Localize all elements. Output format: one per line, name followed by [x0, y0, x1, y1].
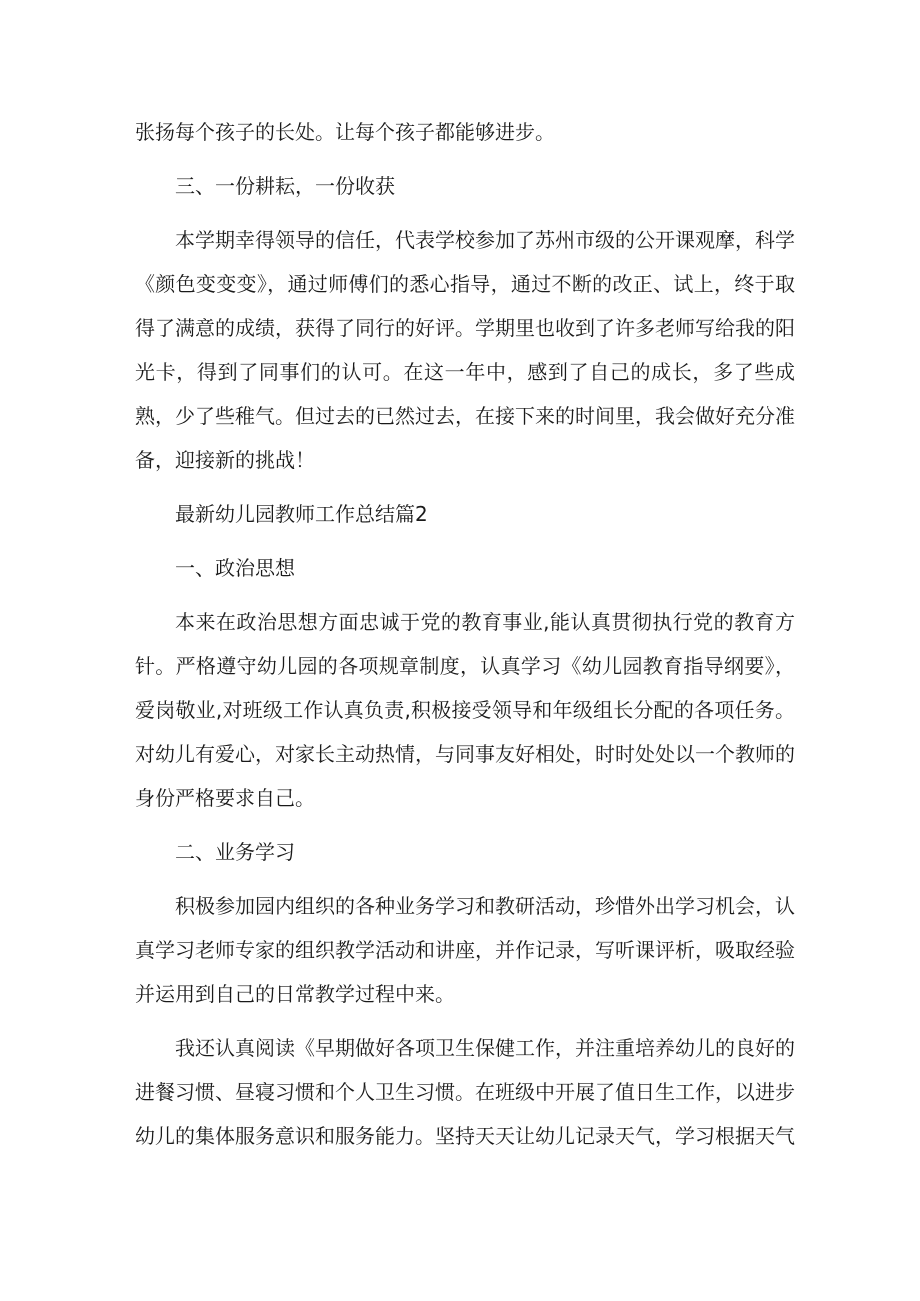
paragraph-study: 积极参加园内组织的各种业务学习和教研活动，珍惜外出学习机会，认真学习老师专家的组织教学活动和讲座，并作记录，写听课评析，吸取经验并运用到自己的日常教学过程中来。	[135, 894, 795, 1006]
paragraph-gap	[135, 154, 795, 164]
paragraph-gap	[135, 208, 795, 218]
paragraph-gap	[135, 1016, 795, 1026]
paragraph-gap	[135, 536, 795, 546]
article-title-part2: 最新幼儿园教师工作总结篇2	[175, 502, 428, 526]
paragraph-continuation: 张扬每个孩子的长处。让每个孩子都能够进步。	[135, 120, 555, 144]
section-heading-study: 二、业务学习	[175, 840, 295, 864]
section-heading-harvest: 三、一份耕耘，一份收获	[175, 174, 395, 198]
paragraph-gap	[135, 590, 795, 600]
paragraph-gap	[135, 482, 795, 492]
paragraph-health: 我还认真阅读《早期做好各项卫生保健工作，并注重培养幼儿的良好的进餐习惯、昼寝习惯和个人卫生习惯。在班级中开展了值日生工作，以进步幼儿的集体服务意识和服务能力。坚持天天让幼儿记录天气，学习根据天气	[135, 1036, 795, 1148]
document-body	[135, 110, 795, 1158]
paragraph-harvest: 本学期幸得领导的信任，代表学校参加了苏州市级的公开课观摩，科学《颜色变变变》，通过师傅们的悉心指导，通过不断的改正、试上，终于取得了满意的成绩，获得了同行的好评。学期里也收到了许多老师写给我的阳光卡，得到了同事们的认可。在这一年中，感到了自己的成长，多了些成熟，少了些稚气。但过去的已然过去，在接下来的时间里，我会做好充分准备，迎接新的挑战！	[135, 228, 795, 472]
paragraph-politics: 本来在政治思想方面忠诚于党的教育事业,能认真贯彻执行党的教育方针。严格遵守幼儿园的各项规章制度，认真学习《幼儿园教育指导纲要》，爱岗敬业,对班级工作认真负责,积极接受领导和年级组长分配的各项任务。对幼儿有爱心，对家长主动热情，与同事友好相处，时时处处以一个教师的身份严格要求自己。	[135, 610, 795, 810]
paragraph-gap	[135, 820, 795, 830]
section-heading-politics: 一、政治思想	[175, 556, 295, 580]
paragraph-gap	[135, 874, 795, 884]
